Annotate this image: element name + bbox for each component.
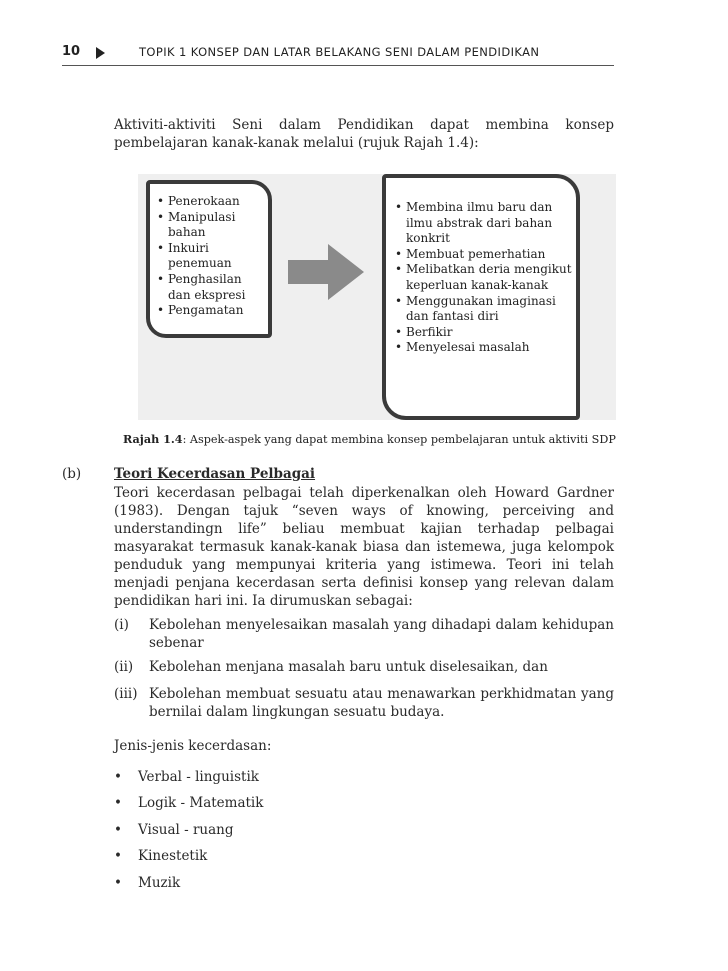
list-item: • Verbal - linguistik — [114, 769, 259, 785]
list-item: • Muzik — [114, 874, 181, 891]
list-item: • Menyelesai masalah — [395, 340, 530, 355]
list-item: • Membina ilmu baru dan ilmu abstrak dari bahan konkrit — [395, 200, 553, 246]
header-rule — [62, 65, 614, 66]
section-label: (b) — [62, 466, 82, 482]
play-arrow-icon — [96, 47, 105, 59]
caption-label: Rajah 1.4 — [123, 432, 183, 446]
list-item: • Inkuiri penemuan — [157, 240, 232, 271]
list-item: • Berfikir — [395, 324, 453, 339]
intro-paragraph: Aktiviti-aktiviti Seni dalam Pendidikan dapat membina konsep pembelajaran kanak-kanak melalui (rujuk Rajah 1.4): — [114, 117, 614, 151]
right-aspect-list — [392, 200, 576, 356]
list-item: • Menggunakan imaginasi dan fantasi diri — [395, 293, 556, 324]
list-item: • Logik - Matematik — [114, 795, 264, 812]
list-item: • Penghasilan dan ekspresi — [157, 271, 246, 302]
numbered-item: (ii) Kebolehan menjana masalah baru untuk diselesaikan, dan — [114, 659, 548, 675]
numbered-item: (iii) Kebolehan membuat sesuatu atau menawarkan perkhidmatan yang bernilai dalam lingkungan sesuatu budaya. — [114, 686, 614, 720]
intelligence-types-list — [114, 764, 263, 896]
caption-text: : Aspek-aspek yang dapat membina konsep pembelajaran untuk aktiviti SDP — [182, 433, 616, 446]
list-item: • Kinestetik — [114, 848, 208, 865]
page-header — [62, 44, 614, 68]
figure-caption — [123, 432, 616, 446]
right-aspect-box — [382, 174, 580, 420]
page-number: 10 — [62, 44, 81, 59]
left-aspect-list — [154, 194, 268, 319]
theory-paragraph: Teori kecerdasan pelbagai telah diperkenalkan oleh Howard Gardner (1983). Dengan tajuk “seven ways of knowing, perceiving and understandingn life” beliau membuat kajian terhadap pelbagai masyarakat termasuk kanak-kanak biasa dan istemewa, juga kelompok penduduk yang mempunyai kriteria yang istimewa. Teori ini telah menjadi penjana kecerdasan serta definisi konsep yang relevan dalam pendidikan hari ini. Ia dirumuskan sebagai: — [114, 485, 614, 609]
section-title: Teori Kecerdasan Pelbagai — [114, 466, 316, 482]
list-item: • Visual - ruang — [114, 821, 234, 838]
types-intro: Jenis-jenis kecerdasan: — [114, 738, 272, 754]
list-item: • Penerokaan — [157, 194, 240, 208]
right-arrow-icon — [288, 244, 364, 300]
list-item: • Melibatkan deria mengikut keperluan kanak-kanak — [395, 262, 572, 292]
running-title: TOPIK 1 KONSEP DAN LATAR BELAKANG SENI DALAM PENDIDIKAN — [139, 45, 540, 59]
list-item: • Pengamatan — [157, 303, 244, 318]
left-aspect-box — [146, 180, 272, 338]
figure-rajah-1-4 — [138, 174, 616, 420]
list-item: • Membuat pemerhatian — [395, 246, 546, 261]
numbered-item: (i) Kebolehan menyelesaikan masalah yang dihadapi dalam kehidupan sebenar — [114, 617, 614, 651]
list-item: • Manipulasi bahan — [157, 209, 236, 240]
